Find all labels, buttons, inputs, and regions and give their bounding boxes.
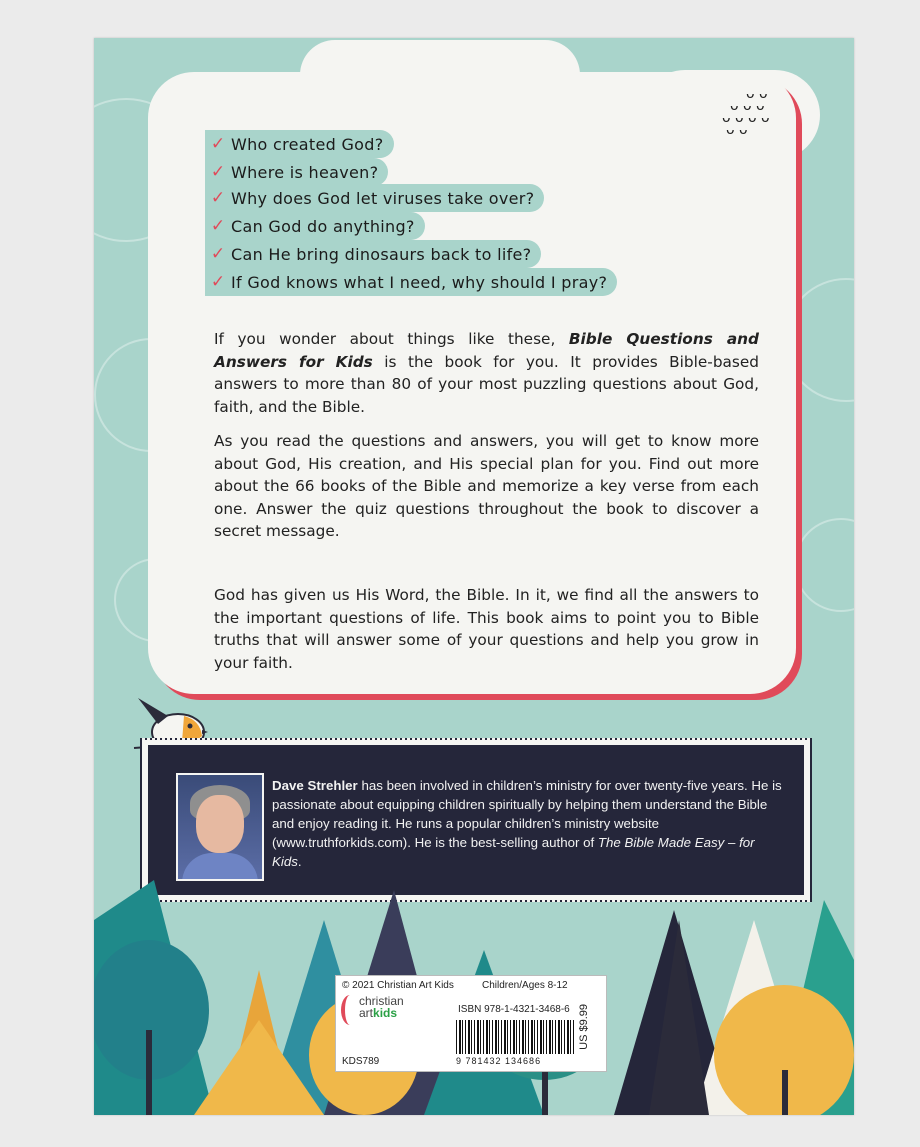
decorative-swirl	[794, 518, 854, 612]
category-text: Children/Ages 8-12	[482, 980, 568, 991]
logo-text: art	[359, 1006, 374, 1020]
logo-text: christian	[359, 994, 404, 1008]
barcode	[456, 1020, 576, 1054]
description-paragraph-2: As you read the questions and answers, you will get to know more about God, His creation, and His special plan for you. Find out more about the 66 books of the Bible and memorize a key verse from each one. Answer the quiz questions throughout the book to discover a secret message.	[214, 432, 759, 540]
check-icon: ✓	[210, 188, 226, 208]
birds-icon: ᴗ ᴗ ᴗ ᴗ ᴗ ᴗ ᴗ ᴗ ᴗ ᴗ ᴗ	[722, 86, 770, 138]
question-text: Where is heaven?	[231, 162, 379, 182]
check-icon: ✓	[210, 216, 226, 236]
book-title: Bible Questions and Answers for Kids	[214, 330, 759, 371]
product-code: KDS789	[342, 1056, 380, 1067]
question-text: Why does God let viruses take over?	[231, 188, 535, 208]
description-paragraph-1	[214, 328, 759, 418]
barcode-digits: 9 781432 134686	[456, 1056, 542, 1066]
author-bio-text: has been involved in children’s ministry for over twenty-five years. He is passionate about equipping children spiritually by helping them understand the Bible and enjoy reading it. He runs a popular children’s ministry website (www.truthforkids.com). He is the best-selling author of	[272, 778, 782, 850]
isbn-text: ISBN 978-1-4321-3468-6	[458, 1004, 570, 1015]
author-bio-end: .	[297, 854, 302, 869]
author-bio	[272, 776, 787, 871]
question-item	[205, 268, 617, 296]
price-text: US $9.99	[578, 1004, 590, 1050]
author-book-title: The Bible Made Easy – for Kids	[272, 835, 755, 869]
copyright-text: © 2021 Christian Art Kids	[342, 980, 454, 991]
description-text: is the book for you. It provides Bible-based answers to more than 80 of your most puzzling questions about God, faith, and the Bible.	[214, 352, 759, 416]
logo-swirl-icon	[341, 995, 359, 1025]
description-text: If you wonder about things like these,	[214, 330, 569, 348]
publisher-logo	[345, 995, 404, 1019]
question-text: If God knows what I need, why should I pray?	[231, 272, 608, 292]
author-name: Dave Strehler	[272, 778, 358, 793]
question-text: Can God do anything?	[231, 216, 415, 236]
face	[196, 795, 244, 853]
question-item	[205, 184, 544, 212]
question-item	[205, 240, 541, 268]
check-icon: ✓	[210, 272, 226, 292]
logo-text: kids	[373, 1006, 398, 1020]
question-text: Who created God?	[231, 134, 384, 154]
check-icon: ✓	[210, 244, 226, 264]
author-photo	[176, 773, 264, 881]
shirt	[182, 853, 258, 881]
check-icon: ✓	[210, 162, 226, 182]
description-paragraph-3: God has given us His Word, the Bible. In it, we find all the answers to the important questions of life. This book aims to point you to Bible truths that will answer some of your questions and help you grow in your faith.	[214, 586, 759, 672]
question-text: Can He bring dinosaurs back to life?	[231, 244, 532, 264]
question-item	[205, 130, 394, 158]
question-item	[205, 212, 425, 240]
check-icon: ✓	[210, 134, 226, 154]
question-item	[205, 158, 388, 186]
